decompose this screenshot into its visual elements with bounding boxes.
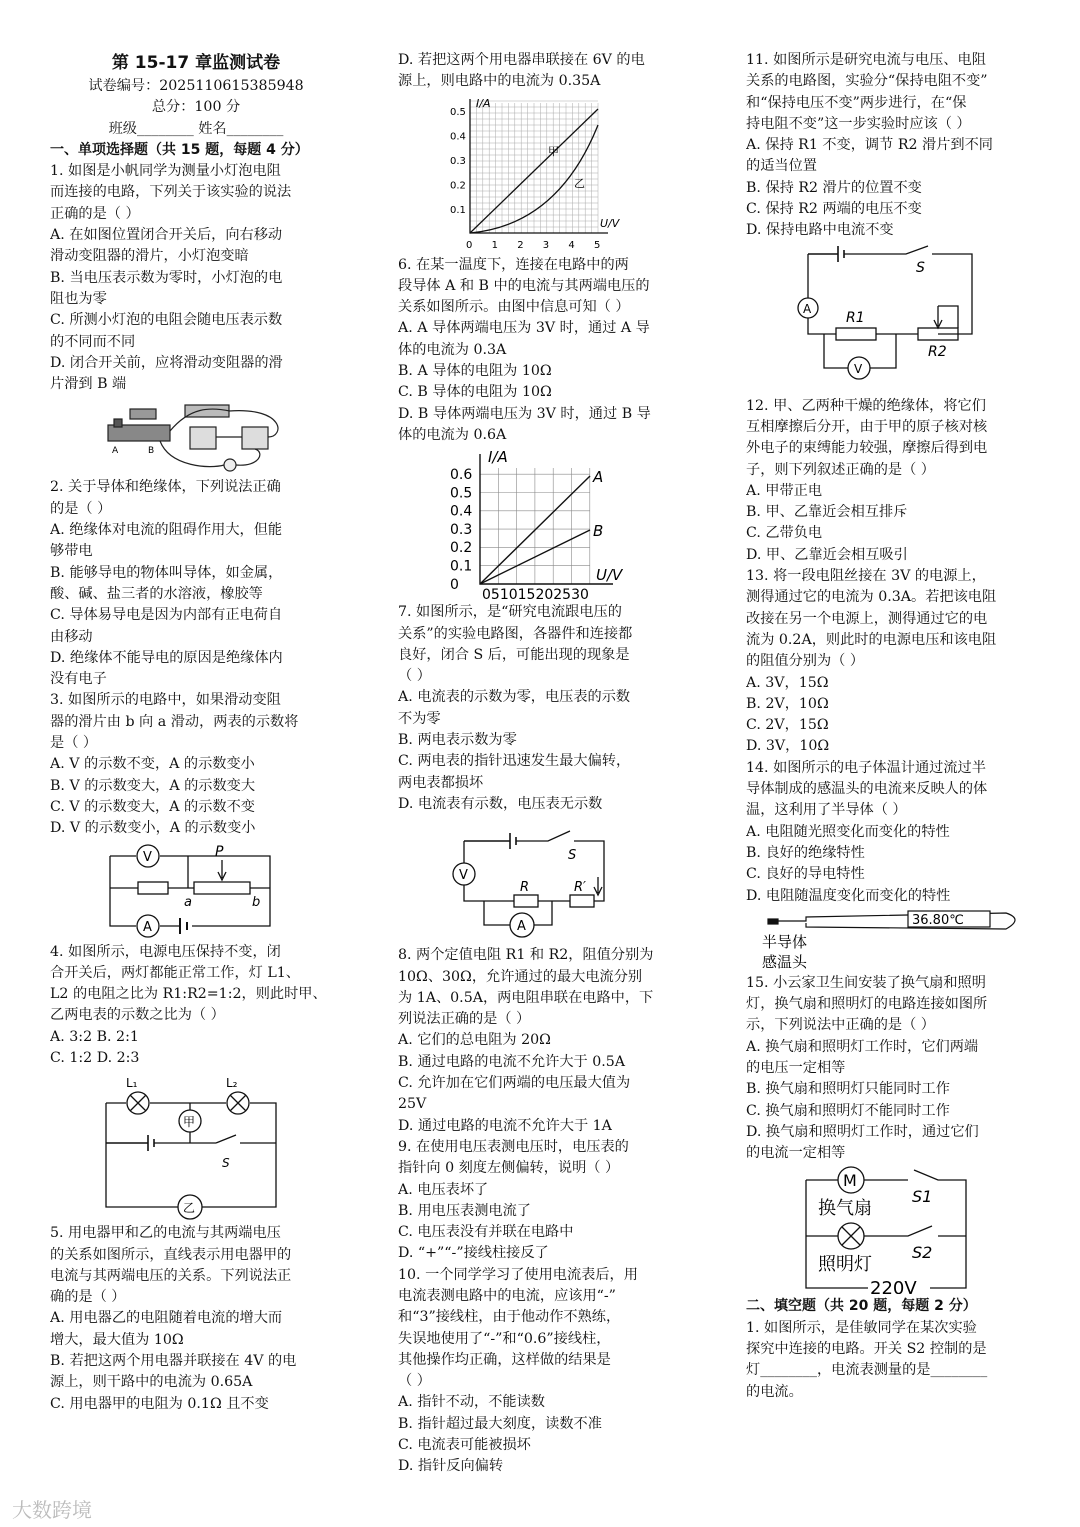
g1-xtick: 1 bbox=[491, 239, 498, 251]
text-line: A. 甲带正电 bbox=[746, 482, 823, 499]
q7-voltmeter-label: V bbox=[459, 868, 468, 884]
text-line: C. 1:2 D. 2:3 bbox=[50, 1049, 140, 1066]
text-line: A. 在如图位置闭合开关后，向右移动 bbox=[50, 227, 283, 244]
question-15 bbox=[746, 973, 1036, 1165]
text-line: 关系如图所示。由图中信息可知（ ） bbox=[398, 299, 630, 316]
text-line: 是（ ） bbox=[50, 735, 98, 752]
question-1 bbox=[50, 161, 342, 395]
text-line: 滑动变阻器的滑片，小灯泡变暗 bbox=[50, 248, 249, 265]
text-line: 增大，最大值为 10Ω bbox=[50, 1331, 184, 1348]
text-line: C. V 的示数变大，A 的示数不变 bbox=[50, 798, 255, 815]
text-line: 12. 甲、乙两种干燥的绝缘体，将它们 bbox=[746, 397, 986, 414]
text-line: 乙两电表的示数之比为（ ） bbox=[50, 1007, 225, 1024]
question-2 bbox=[50, 477, 342, 690]
g2-ytick: 0.4 bbox=[450, 503, 473, 520]
text-line: A. A 导体两端电压为 3V 时，通过 A 导 bbox=[398, 320, 650, 337]
text-line: 的关系如图所示，直线表示用电器甲的 bbox=[50, 1246, 292, 1263]
text-line: B. 指针超过最大刻度，读数不准 bbox=[398, 1415, 602, 1432]
ammeter-label: A bbox=[143, 919, 152, 935]
text-line: 不为零 bbox=[398, 710, 441, 727]
text-line: 确的是（ ） bbox=[50, 1289, 126, 1306]
text-line: C. 导体易导电是因为内部有正电荷自 bbox=[50, 607, 283, 624]
text-line: D. 绝缘体不能导电的原因是绝缘体内 bbox=[50, 649, 283, 666]
g1-ytick: 0.4 bbox=[450, 131, 466, 143]
text-line: 5. 用电器甲和乙的电流与其两端电压 bbox=[50, 1225, 281, 1242]
g2-ytick: 0.5 bbox=[450, 485, 473, 502]
text-line: 指针向 0 刻度左侧偏转，说明（ ） bbox=[398, 1160, 620, 1177]
question-5 bbox=[50, 1223, 342, 1415]
text-line: 互相摩擦后分开，由于甲的原子核对核 bbox=[746, 418, 988, 435]
text-line: 的阻值分别为（ ） bbox=[746, 653, 865, 670]
text-line: A. 3V，15Ω bbox=[746, 674, 829, 691]
text-line: C. 保持 R2 两端的电压不变 bbox=[746, 201, 922, 218]
text-line: D. 闭合开关前，应将滑动变阻器的滑 bbox=[50, 354, 283, 371]
g1-series-jia: 甲 bbox=[548, 144, 559, 158]
text-line: D. 电流表有示数，电压表无示数 bbox=[398, 795, 603, 812]
text-line: 其他操作均正确，这样做的结果是 bbox=[398, 1351, 611, 1368]
text-line: B. 当电压表示数为零时，小灯泡的电 bbox=[50, 269, 283, 286]
text-line: 关系”的实验电路图，各器件和连接都 bbox=[398, 625, 633, 642]
g2-series-b: B bbox=[593, 522, 604, 541]
figure-q5-graph bbox=[398, 95, 688, 253]
text-line: A. 电压表坏了 bbox=[398, 1181, 489, 1198]
text-line: L2 的电阻之比为 R1:R2=1:2，则此时甲、 bbox=[50, 986, 327, 1003]
text-line: 的是（ ） bbox=[50, 500, 112, 517]
text-line: 而连接的电路，下列关于该实验的说法 bbox=[50, 184, 292, 201]
section-2-heading: 二、填空题（共 20 题，每题 2 分） bbox=[746, 1298, 977, 1315]
g1-xtick: 5 bbox=[594, 239, 601, 251]
q7-ammeter-label: A bbox=[517, 919, 526, 935]
q15-voltage-label: 220V bbox=[870, 1278, 917, 1295]
text-line: 11. 如图所示是研究电流与电压、电阻 bbox=[746, 52, 986, 68]
text-line: 1. 如图是小帆同学为测量小灯泡电阻 bbox=[50, 163, 281, 180]
text-line: 示，下列说法中正确的是（ ） bbox=[746, 1017, 935, 1034]
text-line: 正确的是（ ） bbox=[50, 205, 140, 222]
text-line: 电流与其两端电压的关系。下列说法正 bbox=[50, 1267, 292, 1284]
section-1-heading: 一、单项选择题（共 15 题，每题 4 分） bbox=[50, 141, 309, 158]
q15-fan-label: 换气扇 bbox=[818, 1198, 872, 1220]
question-11 bbox=[746, 50, 1036, 242]
text-line: B. 保持 R2 滑片的位置不变 bbox=[746, 179, 922, 196]
text-line: B. 用电压表测电流了 bbox=[398, 1202, 531, 1219]
column-2 bbox=[398, 50, 688, 1478]
lamp-l2-label: L₂ bbox=[226, 1076, 238, 1091]
figure-q6-graph bbox=[398, 448, 688, 600]
text-line: 2. 关于导体和绝缘体，下列说法正确 bbox=[50, 479, 281, 496]
lamp-l1-label: L₁ bbox=[126, 1076, 138, 1091]
g1-xlabel: U/V bbox=[600, 216, 620, 230]
text-line: C. 2V，15Ω bbox=[746, 717, 829, 734]
text-line: B. 2V，10Ω bbox=[746, 695, 829, 712]
figure-q14-thermometer bbox=[746, 909, 1036, 971]
watermark: 大数跨境 bbox=[12, 1498, 92, 1522]
text-line: D. 电阻随温度变化而变化的特性 bbox=[746, 887, 951, 904]
g2-ytick: 0.6 bbox=[450, 467, 473, 484]
text-line: 10Ω、30Ω，允许通过的最大电流分别 bbox=[398, 968, 643, 985]
text-line: A. 它们的总电阻为 20Ω bbox=[398, 1032, 551, 1049]
total-score: 总分：100 分 bbox=[151, 99, 241, 116]
g2-ytick: 0.2 bbox=[450, 540, 473, 557]
text-line: 外电子的束缚能力较强，摩擦后得到电 bbox=[746, 440, 988, 457]
thermo-reading: 36.80℃ bbox=[912, 912, 964, 928]
q11-voltmeter-label: V bbox=[854, 361, 863, 376]
text-line: 3. 如图所示的电路中，如果滑动变阻 bbox=[50, 692, 281, 709]
g2-ylabel: I/A bbox=[488, 448, 508, 467]
thermo-label-2: 感温头 bbox=[762, 952, 808, 971]
text-line: A. 电流表的示数为零，电压表的示数 bbox=[398, 689, 631, 706]
text-line: D. 3V，10Ω bbox=[746, 738, 830, 755]
text-line: A. 换气扇和照明灯工作时，它们两端 bbox=[746, 1038, 979, 1055]
column-3 bbox=[746, 50, 1036, 1403]
text-line: 为 1A、0.5A，两电阻串联在电路中，下 bbox=[398, 989, 654, 1006]
point-b-label: b bbox=[252, 894, 261, 910]
text-line: 温，这利用了半导体（ ） bbox=[746, 802, 907, 819]
question-12 bbox=[746, 396, 1036, 566]
text-line: 的适当位置 bbox=[746, 158, 817, 175]
switch-s-label: S bbox=[222, 1156, 230, 1171]
text-line: 灯________，电流表测量的是________ bbox=[746, 1362, 988, 1379]
text-line: 探究中连接的电路。开关 S2 控制的是 bbox=[746, 1341, 987, 1358]
figure-q15-circuit bbox=[746, 1166, 1036, 1294]
q15-motor-label: M bbox=[843, 1171, 857, 1191]
g1-ytick: 0.5 bbox=[450, 106, 466, 118]
text-line: 7. 如图所示，是“研究电流跟电压的 bbox=[398, 604, 622, 621]
text-line: C. 电流表可能被损坏 bbox=[398, 1437, 531, 1454]
text-line: B. A 导体的电阻为 10Ω bbox=[398, 363, 552, 380]
text-line: 良好，闭合 S 后，可能出现的现象是 bbox=[398, 646, 630, 663]
text-line: A. 保持 R1 不变，调节 R2 滑片到不同 bbox=[746, 137, 993, 154]
text-line: A. 3:2 B. 2:1 bbox=[50, 1028, 139, 1045]
text-line: D. 保持电路中电流不变 bbox=[746, 222, 894, 239]
text-line: D. B 导体两端电压为 3V 时，通过 B 导 bbox=[398, 405, 651, 422]
g1-series-yi: 乙 bbox=[574, 176, 585, 190]
text-line: C. 良好的导电特性 bbox=[746, 866, 865, 883]
g2-xlabel: U/V bbox=[596, 566, 623, 585]
text-line: 6. 在某一温度下，连接在电路中的两 bbox=[398, 256, 629, 273]
text-line: A. 指针不动，不能读数 bbox=[398, 1394, 545, 1411]
text-line: 列说法正确的是（ ） bbox=[398, 1011, 531, 1028]
point-a-label: a bbox=[184, 894, 192, 910]
text-line: B. 良好的绝缘特性 bbox=[746, 844, 865, 861]
g1-ytick: 0.1 bbox=[450, 204, 466, 216]
figure-q4-circuit bbox=[50, 1071, 342, 1221]
text-line: 酸、碱、盐三者的水溶液，橡胶等 bbox=[50, 585, 263, 602]
g1-ylabel: I/A bbox=[476, 96, 491, 110]
g1-ytick: 0.2 bbox=[450, 180, 466, 192]
q11-ammeter-label: A bbox=[803, 301, 812, 316]
question-6 bbox=[398, 255, 688, 447]
text-line: D. 换气扇和照明灯工作时，通过它们 bbox=[746, 1123, 979, 1140]
figure-q1-apparatus bbox=[50, 397, 342, 475]
paper-number: 试卷编号：2025110615385948 bbox=[88, 78, 304, 94]
voltmeter-label: V bbox=[143, 849, 152, 865]
text-line: 14. 如图所示的电子体温计通过流过半 bbox=[746, 759, 986, 776]
text-line: 段导体 A 和 B 中的电流与其两端电压的 bbox=[398, 277, 650, 294]
text-line: 和“保持电压不变”两步进行，在“保 bbox=[746, 94, 967, 111]
text-line: 源上，则电路中的电流为 0.35A bbox=[398, 73, 601, 90]
question-4 bbox=[50, 942, 342, 1070]
text-line: （ ） bbox=[398, 668, 431, 685]
q7-resistor-rp-label: R′ bbox=[574, 880, 586, 896]
g2-ytick: 0.3 bbox=[450, 522, 473, 539]
text-line: 两电表都损坏 bbox=[398, 774, 484, 791]
g1-xtick: 0 bbox=[466, 239, 473, 251]
figure-q7-circuit bbox=[398, 817, 688, 943]
text-line: 的电流一定相等 bbox=[746, 1145, 846, 1162]
question-10 bbox=[398, 1265, 688, 1478]
text-line: B. 若把这两个用电器并联接在 4V 的电 bbox=[50, 1353, 297, 1370]
text-line: D. V 的示数变小，A 的示数变小 bbox=[50, 820, 256, 837]
text-line: C. 所测小灯泡的电阻会随电压表示数 bbox=[50, 312, 283, 329]
text-line: B. 两电表示数为零 bbox=[398, 732, 517, 749]
text-line: D. 通过电路的电流不允许大于 1A bbox=[398, 1117, 612, 1134]
text-line: 体的电流为 0.3A bbox=[398, 341, 507, 358]
g2-ytick: 0 bbox=[450, 577, 459, 594]
text-line: C. 用电器甲的电阻为 0.1Ω 且不变 bbox=[50, 1395, 269, 1412]
meter-jia-label: 甲 bbox=[183, 1115, 196, 1130]
q7-resistor-r-label: R bbox=[520, 880, 530, 896]
text-line: 流为 0.2A，则此时的电源电压和该电阻 bbox=[746, 631, 997, 648]
g2-ytick: 0.1 bbox=[450, 558, 473, 575]
text-line: 15. 小云家卫生间安装了换气扇和照明 bbox=[746, 974, 986, 991]
text-line: 的电压一定相等 bbox=[746, 1059, 846, 1076]
text-line: 片滑到 B 端 bbox=[50, 376, 127, 393]
text-line: 体的电流为 0.6A bbox=[398, 426, 507, 443]
text-line: 10. 一个同学学习了使用电流表后，用 bbox=[398, 1266, 638, 1283]
text-line: 持电阻不变”这一步实验时应该（ ） bbox=[746, 115, 971, 132]
text-line: 4. 如图所示，电源电压保持不变，闭 bbox=[50, 943, 281, 960]
text-line: D. 指针反向偏转 bbox=[398, 1458, 504, 1475]
g1-xtick: 4 bbox=[568, 239, 575, 251]
text-line: D. 若把这两个用电器串联接在 6V 的电 bbox=[398, 52, 645, 68]
slider-p-label: P bbox=[215, 843, 224, 860]
text-line: 器的滑片由 b 向 a 滑动，两表的示数将 bbox=[50, 713, 299, 730]
text-line: B. V 的示数变大，A 的示数变大 bbox=[50, 777, 256, 794]
text-line: 9. 在使用电压表测电压时，电压表的 bbox=[398, 1138, 629, 1155]
text-line: C. 换气扇和照明灯不能同时工作 bbox=[746, 1102, 950, 1119]
text-line: 源上，则干路中的电流为 0.65A bbox=[50, 1374, 253, 1391]
g1-xtick: 3 bbox=[542, 239, 550, 251]
text-line: B. 通过电路的电流不允许大于 0.5A bbox=[398, 1053, 626, 1070]
text-line: D. “+”“-”接线柱接反了 bbox=[398, 1245, 549, 1262]
text-line: 阻也为零 bbox=[50, 290, 107, 307]
figure-q3-circuit bbox=[50, 842, 342, 940]
g1-ytick: 0.3 bbox=[450, 155, 466, 167]
question-7 bbox=[398, 602, 688, 815]
g2-series-a: A bbox=[593, 468, 604, 487]
text-line: C. 两电表的指针迅速发生最大偏转， bbox=[398, 753, 631, 770]
text-line: B. 换气扇和照明灯只能同时工作 bbox=[746, 1081, 950, 1098]
question-8 bbox=[398, 945, 688, 1137]
text-line: 够带电 bbox=[50, 543, 93, 560]
text-line: A. 用电器乙的电阻随着电流的增大而 bbox=[50, 1310, 283, 1327]
text-line: C. 允许加在它们两端的电压最大值为 bbox=[398, 1075, 631, 1092]
q15-s1-label: S1 bbox=[912, 1187, 933, 1207]
g1-xtick: 2 bbox=[517, 239, 524, 251]
question-14 bbox=[746, 758, 1036, 907]
meter-yi-label: 乙 bbox=[183, 1201, 196, 1216]
text-line: C. 乙带负电 bbox=[746, 525, 823, 542]
text-line: 灯，换气扇和照明灯的电路连接如图所 bbox=[746, 996, 988, 1013]
class-name-line: 班级________ 姓名________ bbox=[108, 120, 284, 137]
text-line: 8. 两个定值电阻 R1 和 R2，阻值分别为 bbox=[398, 947, 654, 964]
fill-question-1 bbox=[746, 1318, 1036, 1403]
text-line: A. 绝缘体对电流的阻碍作用大，但能 bbox=[50, 522, 283, 539]
terminal-b-label: B bbox=[148, 446, 155, 457]
text-line: 改接在另一个电源上，测得通过它的电 bbox=[746, 610, 988, 627]
question-3 bbox=[50, 690, 342, 839]
text-line: 的不同而不同 bbox=[50, 333, 136, 350]
q11-switch-label: S bbox=[916, 259, 925, 276]
text-line: C. B 导体的电阻为 10Ω bbox=[398, 384, 552, 401]
q15-lamp-label: 照明灯 bbox=[818, 1254, 872, 1276]
text-line: B. 甲、乙靠近会相互排斥 bbox=[746, 504, 908, 521]
text-line: A. 电阻随光照变化而变化的特性 bbox=[746, 823, 950, 840]
text-line: B. 能够导电的物体叫导体，如金属， bbox=[50, 564, 283, 581]
question-9 bbox=[398, 1137, 688, 1265]
text-line: 合开关后，两灯都能正常工作，灯 L1、 bbox=[50, 964, 300, 981]
terminal-a-label: A bbox=[112, 446, 119, 457]
thermo-label-1: 半导体 bbox=[762, 932, 808, 951]
q11-r2-label: R2 bbox=[928, 343, 947, 360]
text-line: 13. 将一段电阻丝接在 3V 的电源上， bbox=[746, 568, 986, 585]
text-line: 没有电子 bbox=[50, 671, 107, 688]
column-1 bbox=[50, 50, 342, 1415]
text-line: C. 电压表没有并联在电路中 bbox=[398, 1224, 574, 1241]
text-line: 25V bbox=[398, 1096, 427, 1113]
text-line: （ ） bbox=[398, 1373, 431, 1390]
q15-s2-label: S2 bbox=[912, 1243, 933, 1263]
figure-q11-circuit bbox=[746, 244, 1036, 394]
text-line: 关系的电路图，实验分“保持电阻不变” bbox=[746, 73, 988, 90]
q11-r1-label: R1 bbox=[846, 309, 865, 326]
question-13 bbox=[746, 566, 1036, 758]
text-line: 电流表测电路中的电流，应该用“-” bbox=[398, 1287, 616, 1304]
text-line: 失误地使用了“-”和“0.6”接线柱， bbox=[398, 1330, 611, 1347]
text-line: 的电流。 bbox=[746, 1383, 803, 1400]
text-line: A. V 的示数不变，A 的示数变小 bbox=[50, 756, 255, 773]
text-line: 导体制成的感温头的电流来反映人的体 bbox=[746, 781, 988, 798]
g2-xticks: 051015202530 bbox=[482, 587, 589, 601]
text-line: 子，则下列叙述正确的是（ ） bbox=[746, 461, 935, 478]
q7-switch-label: S bbox=[568, 848, 577, 864]
exam-title: 第 15-17 章监测试卷 bbox=[111, 53, 281, 73]
text-line: 由移动 bbox=[50, 628, 93, 645]
question-5-option-d bbox=[398, 50, 688, 93]
text-line: D. 甲、乙靠近会相互吸引 bbox=[746, 546, 908, 563]
text-line: 和“3”接线柱，由于他动作不熟练， bbox=[398, 1309, 621, 1326]
text-line: 测得通过它的电流为 0.3A。若把该电阻 bbox=[746, 589, 997, 606]
text-line: 1. 如图所示，是佳敏同学在某次实验 bbox=[746, 1319, 977, 1336]
